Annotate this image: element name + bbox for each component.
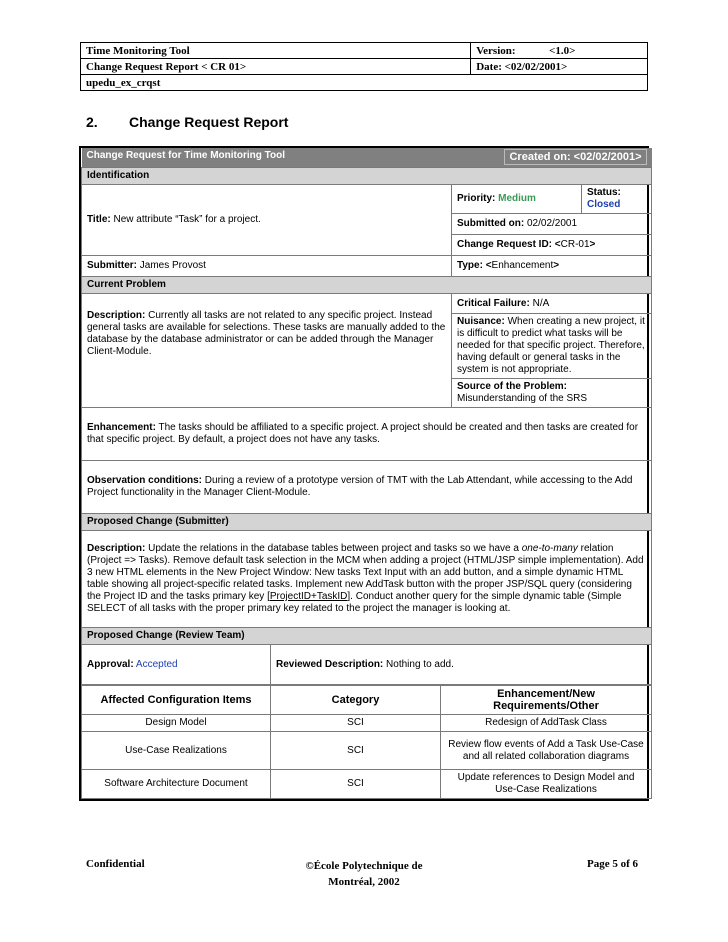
status-value: Closed (587, 199, 621, 210)
proposed-change-submitter-heading: Proposed Change (Submitter) (82, 514, 652, 531)
reviewed-description-cell: Reviewed Description: Nothing to add. (271, 645, 652, 685)
change-request-id-cell: Change Request ID: <CR-01> (452, 235, 652, 256)
problem-description-cell: Description: Currently all tasks are not related to any specific project. Instead general tasks are available for selections. These tasks are manually added to the database by the database administrator or can be added through the Manager Client-Module. (82, 294, 452, 408)
created-on: Created on: <02/02/2001> (504, 149, 646, 165)
enhancement-cell: Enhancement: The tasks should be affiliated to a specific project. A project should be created and then tasks are created for that specific project. By default, a project does not have any tasks. (82, 408, 652, 461)
column-header: Affected Configuration Items (82, 686, 271, 715)
column-header: Category (271, 686, 441, 715)
nuisance-cell: Nuisance: When creating a new project, it is difficult to predict what tasks will be needed for that specific project. Therefore, having default or general tasks in the system is not appropriate. (452, 314, 652, 379)
current-problem-heading: Current Problem (82, 277, 652, 294)
priority-cell: Priority: Medium (452, 185, 582, 214)
proposed-description-cell: Description: Update the relations in the database tables between project and tasks so we have a one-to-many relation (Project => Tasks). Remove default task selection in the MCM when adding a project (HTML/JSP simple implementation). Add 3 new HTML elements in the New Project Window: New tasks Text Input with an add button, and a simple dynamic HTML table showing all project-specific related tasks. Implement new AddTask button with the proper JSP/SQL query (considering the Project ID and the tasks primary key [ProjectID+TaskID]. Conduct another query for the simple dynamic table (Simple SELECT of all tasks with the proper primary key related to the project the manager is looking at. (82, 531, 652, 628)
type-cell: Type: <Enhancement> (452, 256, 652, 277)
proposed-change-review-heading: Proposed Change (Review Team) (82, 628, 652, 645)
approval-value: Accepted (135, 658, 178, 670)
section-heading: 2. Change Request Report (86, 114, 289, 130)
header-tool: Time Monitoring Tool (81, 43, 471, 59)
change-request-form (79, 146, 649, 801)
table-row: Design Model SCI Redesign of AddTask Class (82, 715, 652, 732)
source-of-problem-cell: Source of the Problem: Misunderstanding of the SRS (452, 379, 652, 408)
header-date: Date: <02/02/2001> (471, 59, 648, 75)
table-row: Software Architecture Document SCI Update references to Design Model and Use-Case Realizations (82, 770, 652, 799)
priority-value: Medium (498, 193, 536, 204)
column-header: Enhancement/New Requirements/Other (441, 686, 652, 715)
form-title-bar: Change Request for Time Monitoring Tool Created on: <02/02/2001> (82, 148, 652, 168)
header-report: Change Request Report < CR 01> (81, 59, 471, 75)
table-row: Use-Case Realizations SCI Review flow events of Add a Task Use-Case and all related collaboration diagrams (82, 732, 652, 770)
submitted-on-cell: Submitted on: 02/02/2001 (452, 214, 652, 235)
observation-conditions-cell: Observation conditions: During a review of a prototype version of TMT with the Lab Attendant, while accessing to the Add Project functionality in the Manager Client-Module. (82, 461, 652, 514)
critical-failure-cell: Critical Failure: N/A (452, 294, 652, 314)
footer-page-number: Page 5 of 6 (586, 858, 638, 870)
header-doc-id: upedu_ex_crqst (81, 75, 648, 91)
footer-copyright: ©École Polytechnique de Montréal, 2002 (305, 860, 423, 888)
affected-items-table (81, 685, 652, 799)
header-version: Version: <1.0> (471, 43, 648, 59)
identification-heading: Identification (82, 168, 652, 185)
status-cell: Status: Closed (582, 185, 652, 214)
footer-confidential: Confidential (86, 858, 145, 870)
title-cell: Title: New attribute “Task” for a project. (82, 185, 452, 256)
submitter-cell: Submitter: James Provost (82, 256, 452, 277)
approval-cell: Approval: Accepted (82, 645, 271, 685)
document-header (80, 42, 648, 91)
